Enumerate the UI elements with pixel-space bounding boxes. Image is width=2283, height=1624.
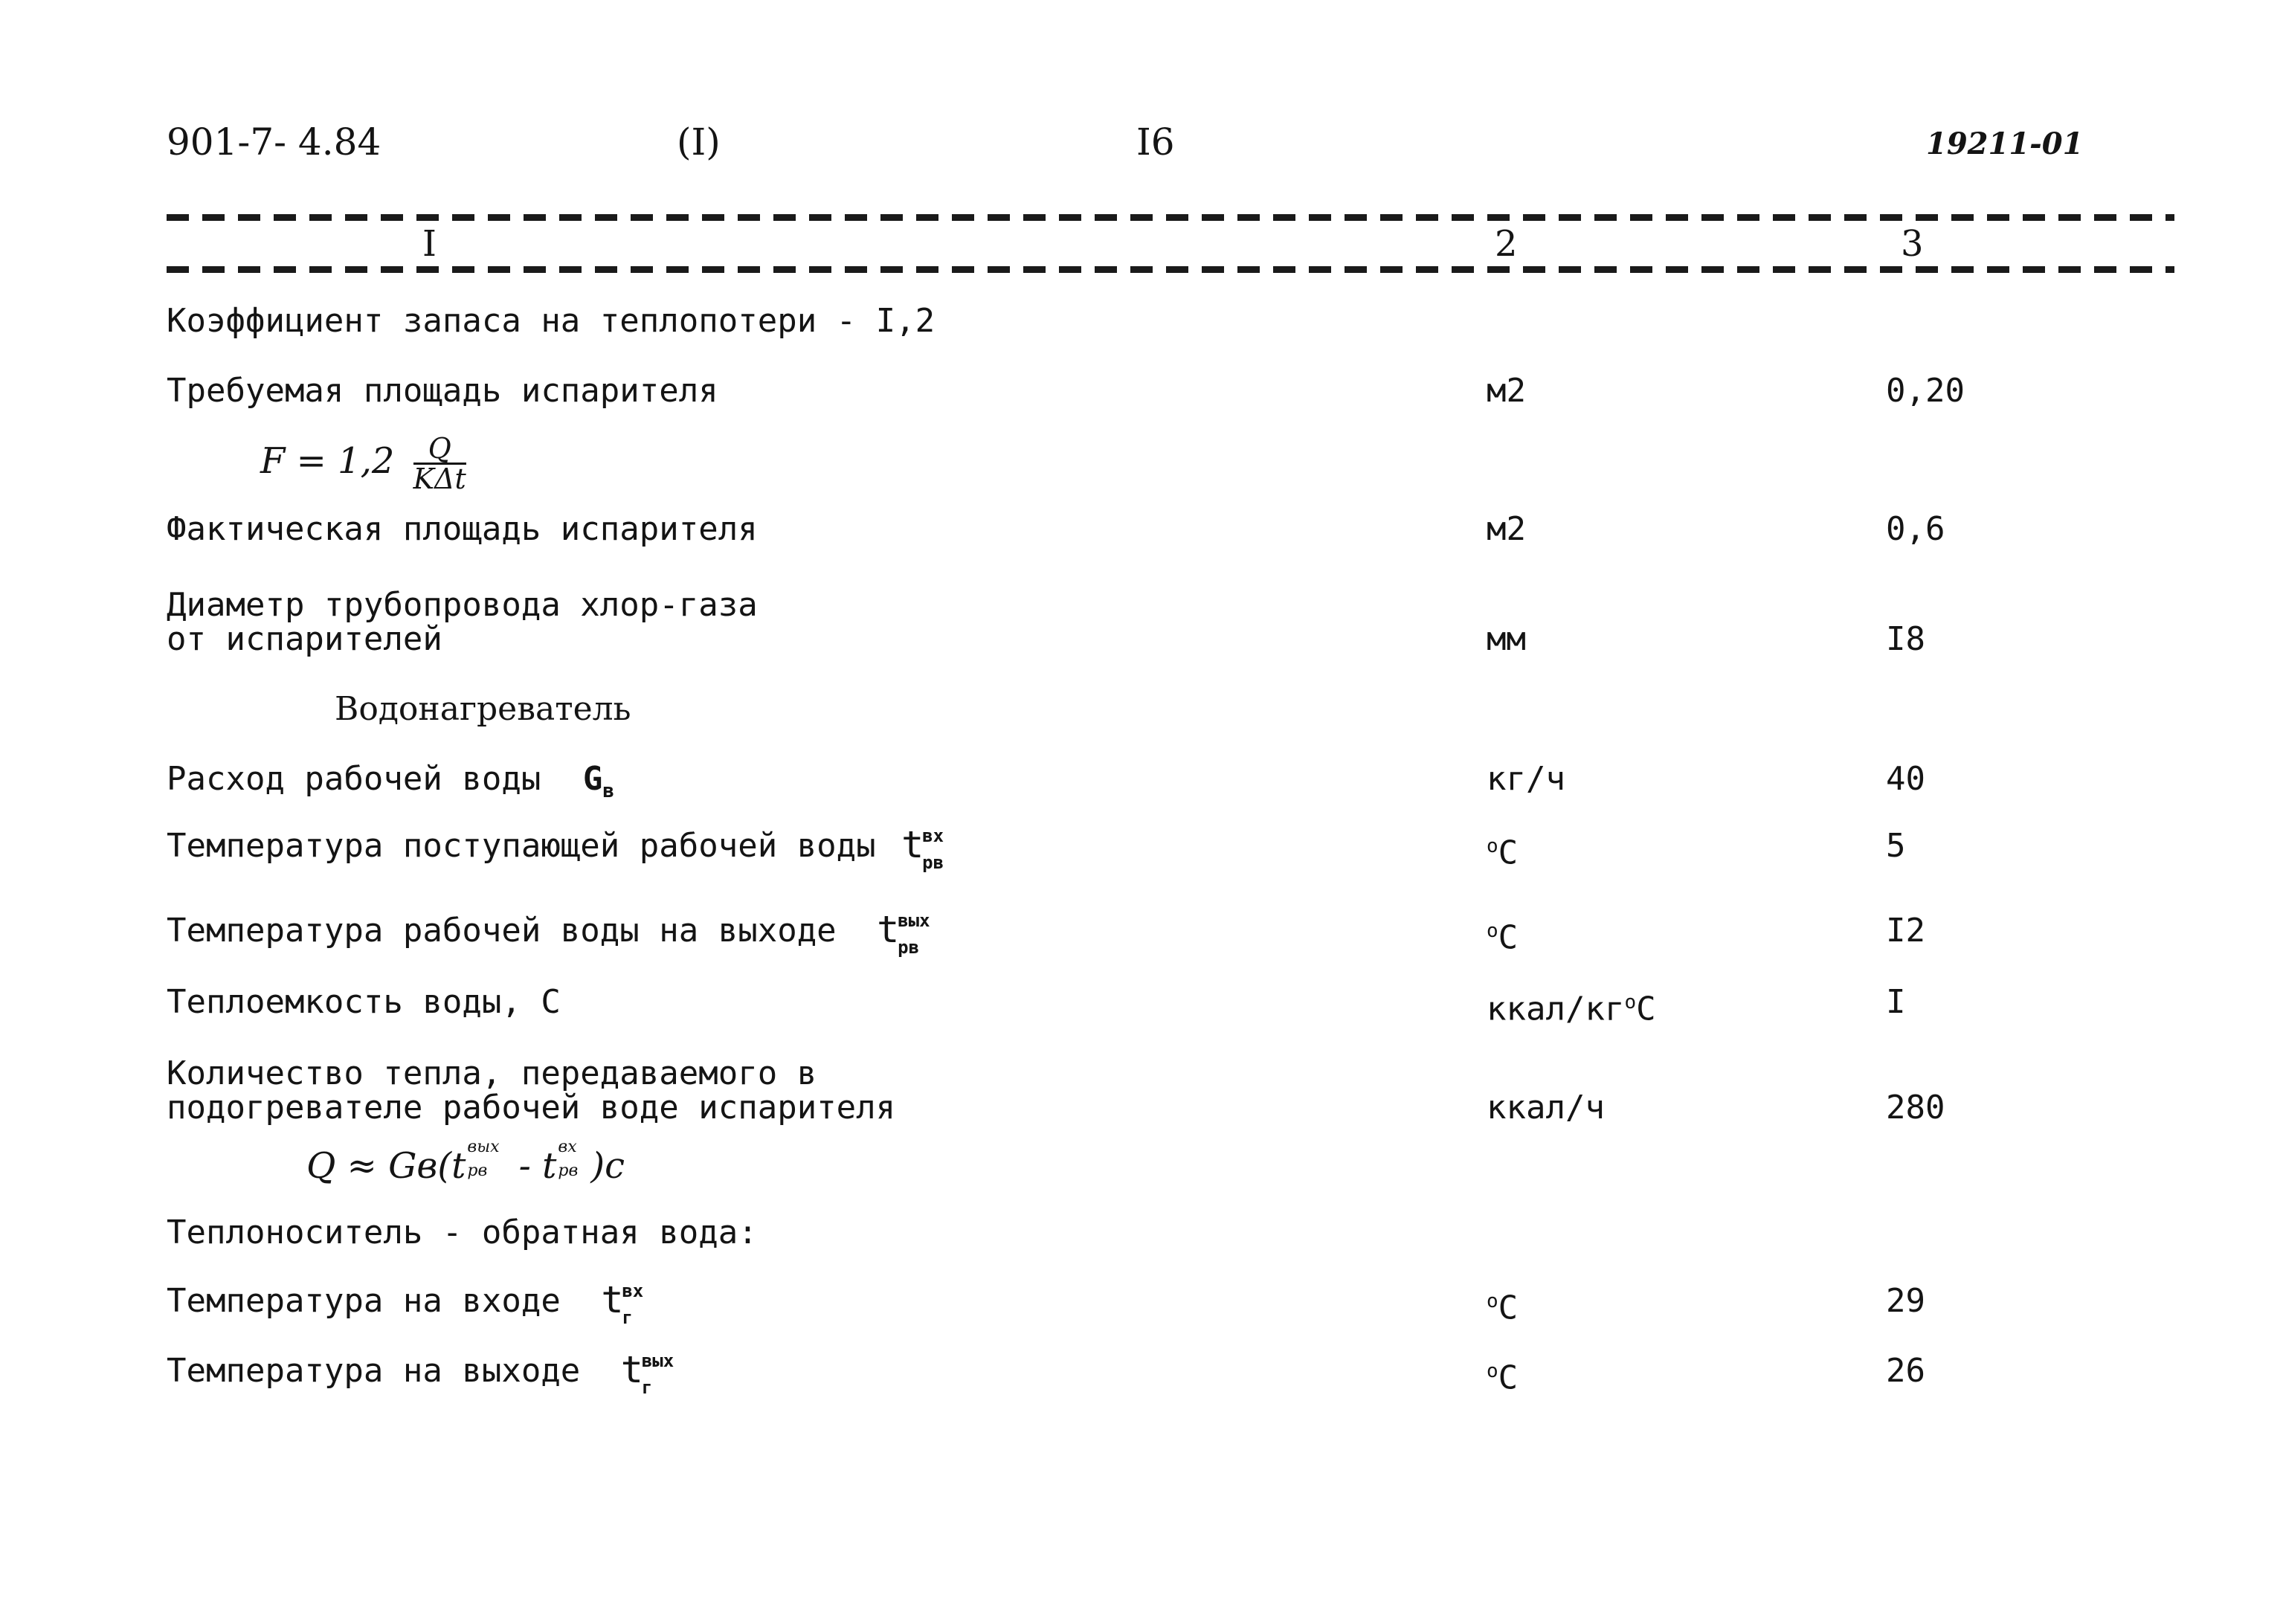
symbol-t-in [895, 823, 947, 873]
row-value: I8 [1886, 620, 1925, 658]
symbol-t: t [901, 823, 924, 866]
symbol-sup: вых [641, 1350, 674, 1371]
page-number: I6 [1136, 120, 1175, 164]
row-label-text: Температура рабочей воды на выходе [167, 912, 837, 950]
symbol-tg-out [615, 1348, 674, 1398]
row-label-line2: подогревателе рабочей воде испарителя [167, 1089, 896, 1127]
formula-sub-2: рв [558, 1161, 579, 1180]
formula-sub-1: рв [467, 1161, 488, 1180]
symbol-t: t [620, 1348, 643, 1391]
row-label-line2: от испарителей [167, 620, 442, 658]
symbol-t: t [877, 908, 900, 951]
formula-part-3: )c [590, 1145, 625, 1187]
row-unit: мм [1487, 620, 1526, 658]
row-label: Теплоноситель - обратная вода: [167, 1214, 758, 1251]
row-unit [1487, 913, 1518, 956]
row-label [167, 823, 947, 873]
unit-c: C [1498, 1359, 1519, 1397]
row-value: 29 [1886, 1282, 1925, 1320]
part-number: (I) [677, 120, 721, 164]
unit-c: C [1498, 918, 1519, 957]
row-unit [1487, 1353, 1518, 1396]
row-unit: кг/ч [1487, 760, 1565, 798]
symbol-t-out [871, 908, 930, 958]
row-value: 40 [1886, 760, 1925, 798]
row-label-text: Температура поступающей рабочей воды [167, 827, 876, 865]
archive-stamp: 19211-01 [1926, 126, 2084, 161]
symbol-tg-in [595, 1278, 647, 1328]
row-unit: м2 [1487, 510, 1526, 548]
row-unit [1487, 1283, 1518, 1327]
row-value: 280 [1886, 1089, 1945, 1127]
row-label: Фактическая площадь испарителя [167, 510, 758, 548]
formula-sup-1: вых [467, 1138, 500, 1156]
unit-c: C [1498, 834, 1519, 872]
row-label-line1: Количество тепла, передаваемого в [167, 1054, 817, 1092]
dashed-rule-top [167, 214, 2174, 221]
row-value: 0,20 [1886, 372, 1965, 410]
document-code: 901-7- 4.84 [167, 120, 381, 164]
symbol-g-sub: в [602, 779, 614, 802]
dashed-rule-bottom [167, 266, 2174, 273]
formula-numerator: Q [413, 434, 466, 465]
row-label-line1: Диаметр трубопровода хлор-газа [167, 586, 758, 624]
column-number-1: I [422, 223, 437, 265]
symbol-sub: г [641, 1377, 653, 1398]
column-number-3: 3 [1901, 223, 1924, 265]
row-value: 26 [1886, 1352, 1925, 1390]
row-value: I2 [1886, 912, 1925, 950]
row-label-text: Температура на входе [167, 1282, 561, 1320]
formula-part-1: Q ≈ Gв(t [306, 1145, 466, 1187]
row-value: I [1886, 983, 1906, 1021]
formula-left: F = 1,2 [260, 440, 395, 482]
degree-mark: o [1487, 920, 1498, 942]
symbol-sup: вх [922, 825, 944, 846]
degree-mark: o [1487, 1360, 1498, 1382]
row-unit: м2 [1487, 372, 1526, 410]
column-number-2: 2 [1495, 223, 1518, 265]
symbol-sup: вх [622, 1280, 644, 1301]
row-unit [1487, 828, 1518, 871]
symbol-t: t [601, 1278, 624, 1321]
degree-mark: o [1624, 991, 1637, 1014]
formula-denominator: KΔt [413, 463, 466, 495]
row-unit: ккал/ч [1487, 1089, 1605, 1127]
degree-mark: o [1487, 835, 1498, 857]
row-label [167, 1348, 674, 1398]
formula-index-1 [466, 1138, 507, 1180]
symbol-sub: рв [898, 937, 920, 958]
row-label [167, 761, 614, 809]
formula-fraction [413, 434, 466, 493]
row-value: 5 [1886, 827, 1906, 865]
row-label-text: Температура на выходе [167, 1352, 581, 1390]
row-label-text: Расход рабочей воды [167, 760, 541, 798]
formula-heat [306, 1138, 625, 1187]
row-unit: ккал/$кг^oC$ [1487, 990, 1656, 1028]
row-label: Требуемая площадь испарителя [167, 372, 718, 410]
symbol-g: G [582, 760, 603, 798]
formula-sup-2: вх [558, 1138, 577, 1156]
symbol-sub: рв [922, 852, 944, 873]
row-label: Теплоемкость воды, С [167, 983, 561, 1021]
formula-part-2: - t [507, 1145, 557, 1187]
unit-c: C [1498, 1289, 1519, 1327]
symbol-sup: вых [898, 910, 930, 931]
formula-index-2 [556, 1138, 590, 1180]
degree-mark: o [1487, 1290, 1498, 1312]
section-heading: Водонагреватель [335, 690, 631, 728]
row-label [167, 1278, 647, 1328]
unit-c: C [1636, 990, 1656, 1028]
row-label [167, 908, 930, 958]
row-label: Коэффициент запаса на теплопотери - I,2 [167, 302, 936, 340]
symbol-sub: г [622, 1307, 633, 1328]
formula-area [260, 434, 466, 493]
row-value: 0,6 [1886, 510, 1945, 548]
